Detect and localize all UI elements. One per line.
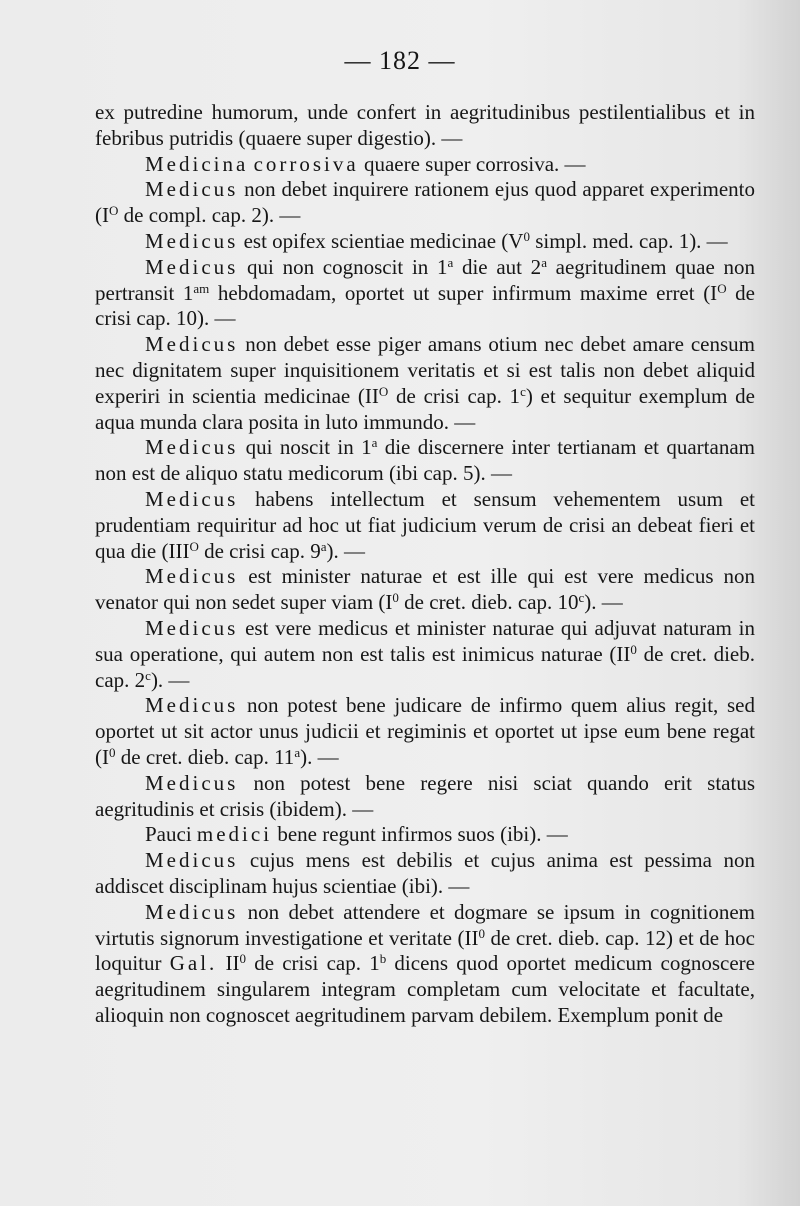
entry-text: dicens quod oportet medicum cognoscere aegritudinem singularem integram completam cum velocitate et facultate, alioquin non cognoscet aegritudinem parvam debilem. Exemplum ponit de [95, 951, 755, 1027]
headword: Medicus [145, 693, 239, 718]
superscript: a [371, 435, 378, 451]
superscript: 0 [109, 744, 116, 760]
superscript: c [578, 590, 585, 606]
entry-text: qui noscit in 1 [238, 435, 372, 460]
entry-text: ). — [584, 590, 623, 615]
body-text [95, 100, 755, 1029]
headword: Gal. [169, 951, 218, 976]
entry-text: Pauci [145, 822, 197, 847]
entry-medicus [95, 255, 755, 332]
headword: corrosiva [253, 151, 359, 176]
entry-text: quaere super corrosiva. — [358, 151, 586, 176]
entry-text: habens intellectum et sensum vehementem usum et prudentiam requiritur ad hoc ut fiat judicium verum de crisi an debeat fieri et qua die (III [95, 486, 755, 563]
superscript: c [145, 667, 151, 683]
entry-text: de crisi cap. 9 [198, 538, 321, 563]
superscript: b [379, 951, 387, 967]
entry-text: de cret. dieb. cap. 12) et de hoc loquitur [95, 925, 755, 976]
headword: medici [196, 822, 273, 847]
entry-text: est opifex scientiae medicinae (V [238, 228, 524, 253]
entry-text: de crisi cap. 10). — [95, 280, 755, 331]
superscript: am [193, 280, 210, 296]
superscript: 0 [239, 951, 246, 967]
entry-text: non potest bene regere nisi sciat quando erit status aegritudinis et crisis (ibidem). — [95, 770, 755, 821]
entry-text: de crisi cap. 1 [388, 383, 521, 408]
superscript: O [378, 383, 389, 399]
entry-text: est minister naturae et est ille qui est vere medicus non venator qui non sedet super viam (I [95, 564, 755, 615]
entry-medicus [95, 564, 755, 616]
entry-text: de cret. dieb. cap. 2 [95, 641, 755, 692]
entry-text: ). — [326, 538, 365, 563]
entry-text: est vere medicus et minister naturae qui adjuvat naturam in sua operatione, qui autem non est talis est inimicus naturae (II [95, 615, 755, 666]
entry-text: ) et sequitur exemplum de aqua munda clara posita in luto immundo. — [95, 383, 755, 434]
superscript: 0 [523, 228, 530, 244]
superscript: O [189, 538, 199, 554]
entry-text: non potest bene judicare de infirmo quem alius regit, sed oportet ut sit actor unus judicii et regiminis et oportet ut ipse eum bene regat (I [95, 693, 755, 769]
headword: Medicus [145, 848, 239, 873]
entry-text: non debet inquirere rationem ejus quod apparet experimento (I [95, 177, 755, 228]
entry-text: ex putredine humorum, unde confert in aegritudinibus pestilentialibus et in febribus putridis (quaere super digestio). — [95, 100, 755, 150]
headword: Medicus [145, 899, 239, 924]
entry-medicus [95, 487, 755, 564]
superscript: a [294, 744, 301, 760]
superscript: c [520, 383, 526, 399]
entry-text: cujus mens est debilis et cujus anima est pessima non addiscet disciplinam hujus scientiae (ibi). — [95, 848, 755, 898]
entry-text: aegritudinem quae non pertransit 1 [95, 254, 756, 305]
entry-text: simpl. med. cap. 1). — [529, 228, 728, 253]
entry-medicus [95, 900, 755, 1029]
superscript: 0 [392, 590, 399, 606]
entry-text: de cret. dieb. cap. 10 [398, 590, 579, 615]
entry-text: qui non cognoscit in 1 [238, 254, 448, 279]
entry-text: die aut 2 [453, 254, 542, 279]
headword: Medicus [145, 435, 239, 460]
entry-medicus [95, 693, 755, 770]
entry-text: ). — [300, 744, 339, 769]
entry-medicus [95, 332, 755, 435]
superscript: a [447, 254, 454, 270]
entry-medicus [95, 177, 755, 229]
headword: Medicina [145, 151, 249, 176]
entry-medicus [95, 771, 755, 823]
superscript: a [320, 538, 327, 554]
headword: Medicus [145, 254, 239, 279]
entry-pauci-medici [95, 822, 755, 848]
entry-text: non debet esse piger amans otium nec debet amare censum nec dignitatem super inquisitionem veritatis et si est talis non debet aliquid experiri in scientia medicinae (II [95, 332, 755, 408]
entry-text: de cret. dieb. cap. 11 [115, 744, 295, 769]
entry-medicus [95, 848, 755, 900]
headword: Medicus [145, 770, 239, 795]
entry-text: ). — [150, 667, 190, 692]
entry-text: de compl. cap. 2). — [118, 203, 301, 228]
superscript: O [717, 280, 727, 296]
headword: Medicus [145, 228, 239, 253]
entry-medicus [95, 229, 755, 255]
headword: Medicus [145, 615, 239, 640]
page-number: — 182 — [344, 46, 456, 75]
superscript: O [109, 203, 119, 219]
headword: Medicus [145, 332, 239, 357]
entry-text: die discernere inter tertianam et quartanam non est de aliquo statu medicorum (ibi cap. 5). — [95, 435, 755, 486]
superscript: a [541, 254, 547, 270]
superscript: 0 [630, 641, 637, 657]
superscript: 0 [478, 925, 485, 941]
entry-text: II [217, 951, 240, 976]
entry-medicus [95, 435, 755, 487]
entry-continuation [95, 100, 755, 152]
entry-medicus [95, 616, 755, 693]
entry-text: non debet attendere et dogmare se ipsum in cognitionem virtutis signorum investigatione et veritate (II [95, 899, 755, 950]
headword: Medicus [145, 486, 239, 511]
headword: Medicus [145, 564, 239, 589]
entry-text: de crisi cap. 1 [246, 951, 380, 976]
entry-text: hebdomadam, oportet ut super infirmum maxime erret (I [209, 280, 718, 305]
entry-medicina-corrosiva [95, 152, 755, 178]
entry-text: bene regunt infirmos suos (ibi). — [272, 822, 568, 847]
headword: Medicus [145, 177, 239, 202]
